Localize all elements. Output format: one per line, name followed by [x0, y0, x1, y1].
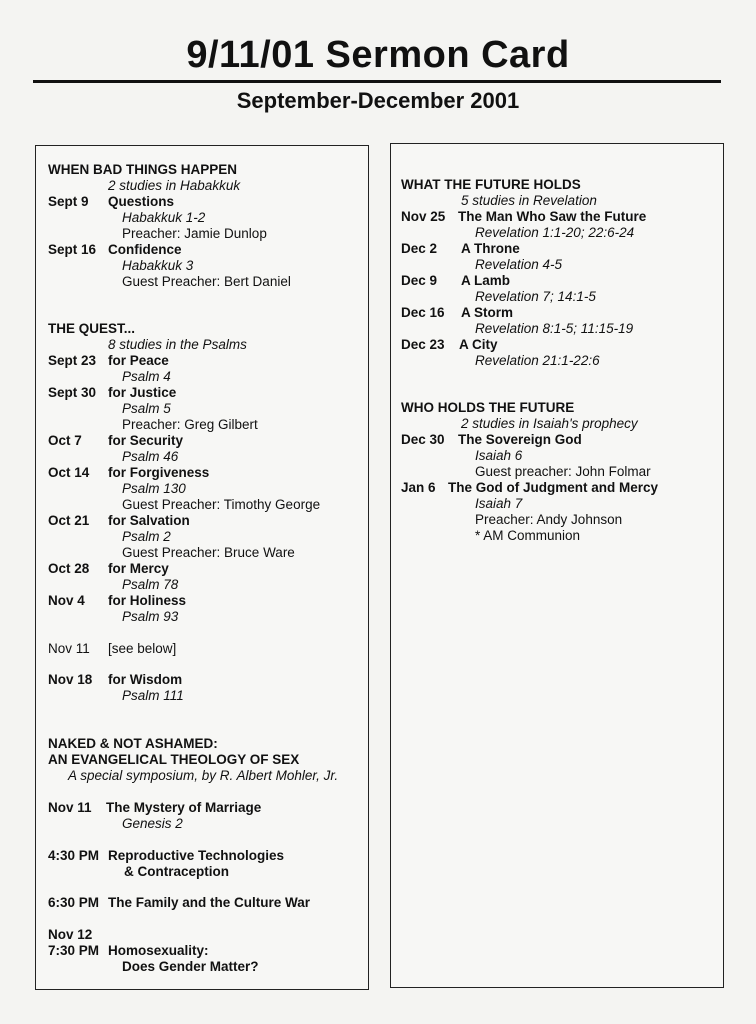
right-text-line: Guest preacher: John Folmar	[475, 464, 651, 479]
left-text-line: Preacher: Jamie Dunlop	[122, 226, 267, 241]
left-text-line: Preacher: Greg Gilbert	[122, 417, 258, 432]
left-text-line: for Security	[108, 433, 184, 448]
page-title: 9/11/01 Sermon Card	[186, 34, 570, 76]
left-text-line: Homosexuality:	[108, 943, 209, 958]
left-text-line: NAKED & NOT ASHAMED:	[48, 736, 218, 751]
left-text-line: Oct 28	[48, 561, 90, 576]
right-text-line: Revelation 7; 14:1-5	[475, 289, 596, 304]
left-text-line: Nov 11	[48, 641, 90, 656]
left-text-line: Sept 23	[48, 353, 97, 368]
left-text-line: Psalm 2	[122, 529, 171, 544]
left-text-line: Oct 7	[48, 433, 82, 448]
right-text-line: Dec 30	[401, 432, 445, 447]
right-text-line: A City	[459, 337, 498, 352]
right-text-line: Preacher: Andy Johnson	[475, 512, 623, 527]
left-text-line: 8 studies in the Psalms	[108, 337, 247, 352]
left-text-line: & Contraception	[124, 864, 230, 879]
left-text-line: Psalm 111	[122, 688, 184, 703]
left-column-box	[35, 145, 369, 990]
left-text-line: A special symposium, by R. Albert Mohler, Jr.	[68, 768, 339, 783]
left-text-line: Guest Preacher: Bert Daniel	[122, 274, 291, 289]
left-text-line: Psalm 4	[122, 369, 171, 384]
left-text-line: 4:30 PM	[48, 848, 100, 863]
right-column-box	[390, 143, 724, 988]
right-text-line: Isaiah 7	[475, 496, 523, 511]
right-text-line: Isaiah 6	[475, 448, 523, 463]
right-text-line: Revelation 21:1-22:6	[475, 353, 600, 368]
left-text-line: 6:30 PM	[48, 895, 100, 910]
right-text-line: The Man Who Saw the Future	[458, 209, 647, 224]
right-text-line: Revelation 4-5	[475, 257, 563, 272]
left-text-line: for Salvation	[108, 513, 190, 528]
left-text-line: Psalm 78	[122, 577, 179, 592]
title-rule	[33, 80, 721, 83]
left-text-line: Sept 16	[48, 242, 97, 257]
left-text-line: [see below]	[108, 641, 177, 656]
left-text-line: for Justice	[108, 385, 177, 400]
left-text-line: Confidence	[108, 242, 182, 257]
left-text-line: The Family and the Culture War	[108, 895, 311, 910]
left-text-line: Psalm 93	[122, 609, 179, 624]
left-text-line: Habakkuk 1-2	[122, 210, 206, 225]
left-text-line: Psalm 5	[122, 401, 171, 416]
left-text-line: for Mercy	[108, 561, 169, 576]
right-text-line: * AM Communion	[475, 528, 581, 543]
right-text-line: The God of Judgment and Mercy	[448, 480, 659, 495]
left-text-line: Questions	[108, 194, 175, 209]
right-text-line: Dec 9	[401, 273, 438, 288]
left-text-line: Nov 4	[48, 593, 85, 608]
right-text-line: 5 studies in Revelation	[461, 193, 597, 208]
right-text-line: A Lamb	[461, 273, 511, 288]
left-text-line: Nov 12	[48, 927, 93, 942]
right-text-line: WHAT THE FUTURE HOLDS	[401, 177, 581, 192]
right-text-line: Revelation 1:1-20; 22:6-24	[475, 225, 635, 240]
left-text-line: Psalm 130	[122, 481, 186, 496]
right-text-line: Dec 2	[401, 241, 438, 256]
right-text-line: A Storm	[461, 305, 514, 320]
right-text-line: A Throne	[461, 241, 520, 256]
right-text-line: WHO HOLDS THE FUTURE	[401, 400, 575, 415]
right-text-line: Revelation 8:1-5; 11:15-19	[475, 321, 634, 336]
left-text-line: Genesis 2	[122, 816, 183, 831]
left-text-line: Guest Preacher: Timothy George	[122, 497, 321, 512]
left-text-line: The Mystery of Marriage	[106, 800, 262, 815]
right-text-line: Nov 25	[401, 209, 446, 224]
right-text-line: Jan 6	[401, 480, 436, 495]
left-text-line: 7:30 PM	[48, 943, 100, 958]
left-text-line: 2 studies in Habakkuk	[108, 178, 241, 193]
right-text-line: 2 studies in Isaiah's prophecy	[461, 416, 638, 431]
right-text-line: Dec 16	[401, 305, 445, 320]
right-text-line: The Sovereign God	[458, 432, 582, 447]
left-text-line: Nov 11	[48, 800, 92, 815]
left-text-line: Habakkuk 3	[122, 258, 194, 273]
left-text-line: for Wisdom	[108, 672, 183, 687]
page-subtitle: September-December 2001	[236, 88, 520, 113]
left-text-line: Psalm 46	[122, 449, 179, 464]
left-text-line: THE QUEST...	[48, 321, 136, 336]
left-text-line: Reproductive Technologies	[108, 848, 285, 863]
left-text-line: Guest Preacher: Bruce Ware	[122, 545, 295, 560]
left-text-line: Sept 30	[48, 385, 97, 400]
left-text-line: Oct 14	[48, 465, 90, 480]
left-text-line: AN EVANGELICAL THEOLOGY OF SEX	[48, 752, 300, 767]
left-text-line: Nov 18	[48, 672, 93, 687]
left-text-line: for Peace	[108, 353, 169, 368]
right-text-line: Dec 23	[401, 337, 445, 352]
left-text-line: for Forgiveness	[108, 465, 210, 480]
left-text-line: WHEN BAD THINGS HAPPEN	[48, 162, 238, 177]
left-text-line: Does Gender Matter?	[122, 959, 259, 974]
left-text-line: Oct 21	[48, 513, 90, 528]
left-text-line: for Holiness	[108, 593, 187, 608]
left-text-line: Sept 9	[48, 194, 89, 209]
